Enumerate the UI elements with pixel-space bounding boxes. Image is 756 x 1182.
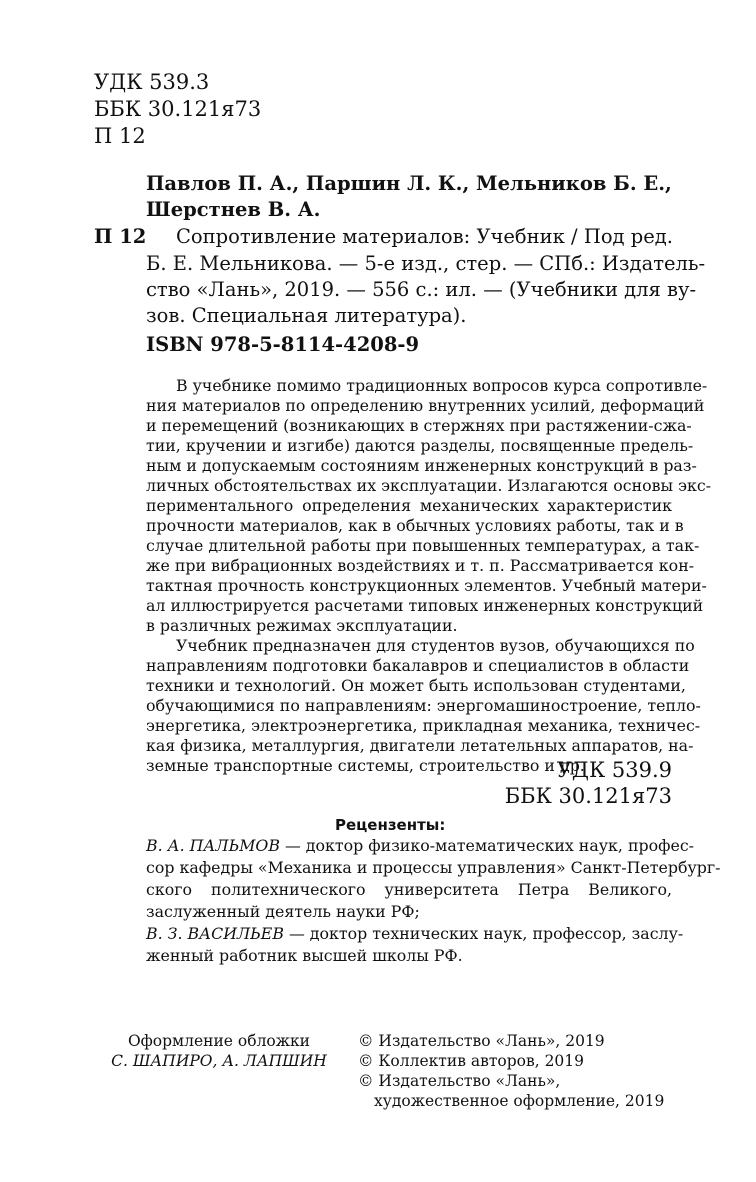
authors-line-1: Павлов П. А., Паршин Л. К., Мельников Б. Е., (146, 172, 672, 195)
annotation-line: тактная прочность конструкционных элементов. Учебный матери- (146, 576, 707, 595)
bib-line-2: Б. Е. Мельникова. — 5-е изд., стер. — СПб.: Издатель- (146, 252, 706, 275)
reviewer-1-line: заслуженный деятель науки РФ; (146, 902, 420, 921)
bib-line-4: зов. Специальная литература). (146, 304, 467, 327)
authors-line-2: Шерстнев В. А. (146, 198, 321, 221)
udk-code: УДК 539.3 (94, 70, 210, 94)
reviewer-1-text: — доктор физико-математических наук, профес- (279, 836, 695, 855)
bib-line-3: ство «Лань», 2019. — 556 с.: ил. — (Учебники для ву- (146, 278, 697, 301)
annotation-line: ным и допускаемым состояниям инженерных конструкций в раз- (146, 456, 697, 475)
copyright-line: художественное оформление, 2019 (374, 1092, 665, 1110)
annotation-line: в различных режимах эксплуатации. (146, 616, 458, 635)
author-mark: П 12 (94, 124, 146, 148)
annotation-line: В учебнике помимо традиционных вопросов курса сопротивле- (176, 376, 708, 395)
annotation-line: прочности материалов, как в обычных условиях работы, так и в (146, 516, 684, 535)
reviewer-1-name: В. А. ПАЛЬМОВ (146, 836, 280, 855)
reviewer-2-line: женный работник высшей школы РФ. (146, 946, 463, 965)
annotation-line: ния материалов по определению внутренних усилий, деформаций (146, 396, 705, 415)
reviewers-title: Рецензенты: (335, 816, 446, 834)
annotation-line: тии, кручении и изгибе) даются разделы, посвященные предель- (146, 436, 694, 455)
annotation-line: энергетика, электроэнергетика, прикладная механика, техничес- (146, 716, 701, 735)
isbn: ISBN 978-5-8114-4208-9 (146, 333, 420, 356)
reviewer-2-text: — доктор технических наук, профессор, заслу- (283, 924, 684, 943)
reviewer-1-line: сор кафедры «Механика и процессы управления» Санкт-Петербург- (146, 858, 721, 877)
reviewer-2-name: В. З. ВАСИЛЬЕВ (146, 924, 284, 943)
bib-label: П 12 (94, 225, 147, 248)
reviewer-2-line (146, 924, 684, 943)
annotation-line: периментального определения механических характеристик (146, 496, 672, 515)
bib-line-1: Сопротивление материалов: Учебник / Под ред. (176, 225, 673, 248)
bbk-code: ББК 30.121я73 (94, 97, 262, 121)
annotation-line: обучающимися по направлениям: энергомашиностроение, тепло- (146, 696, 701, 715)
copyright-line: © Издательство «Лань», 2019 (358, 1032, 605, 1050)
annotation-line: направлениям подготовки бакалавров и специалистов в области (146, 656, 690, 675)
annotation-line: же при вибрационных воздействиях и т. п. Рассматривается кон- (146, 556, 695, 575)
reviewer-1-line: ского политехнического университета Петра Великого, (146, 880, 672, 899)
annotation-line: земные транспортные системы, строительство и др. (146, 756, 585, 775)
copyright-line: © Издательство «Лань», (358, 1072, 561, 1090)
annotation-line: ал иллюстрируется расчетами типовых инженерных конструкций (146, 596, 704, 615)
cover-design-names: С. ШАПИРО, А. ЛАПШИН (111, 1052, 327, 1070)
annotation-line: техники и технологий. Он может быть использован студентами, (146, 676, 686, 695)
annotation-line: личных обстоятельствах их эксплуатации. Излагаются основы экс- (146, 476, 712, 495)
cover-design-title: Оформление обложки (127, 1032, 311, 1050)
annotation-line: кая физика, металлургия, двигатели летательных аппаратов, на- (146, 736, 694, 755)
annotation-line: и перемещений (возникающих в стержнях при растяжении-сжа- (146, 416, 692, 435)
annotation-line: случае длительной работы при повышенных температурах, а так- (146, 536, 700, 555)
udk-code-right: УДК 539.9 (556, 758, 672, 782)
reviewer-1-line (146, 836, 695, 855)
bbk-code-right: ББК 30.121я73 (504, 784, 672, 808)
copyright-line: © Коллектив авторов, 2019 (358, 1052, 585, 1070)
annotation-line: Учебник предназначен для студентов вузов, обучающихся по (176, 636, 695, 655)
